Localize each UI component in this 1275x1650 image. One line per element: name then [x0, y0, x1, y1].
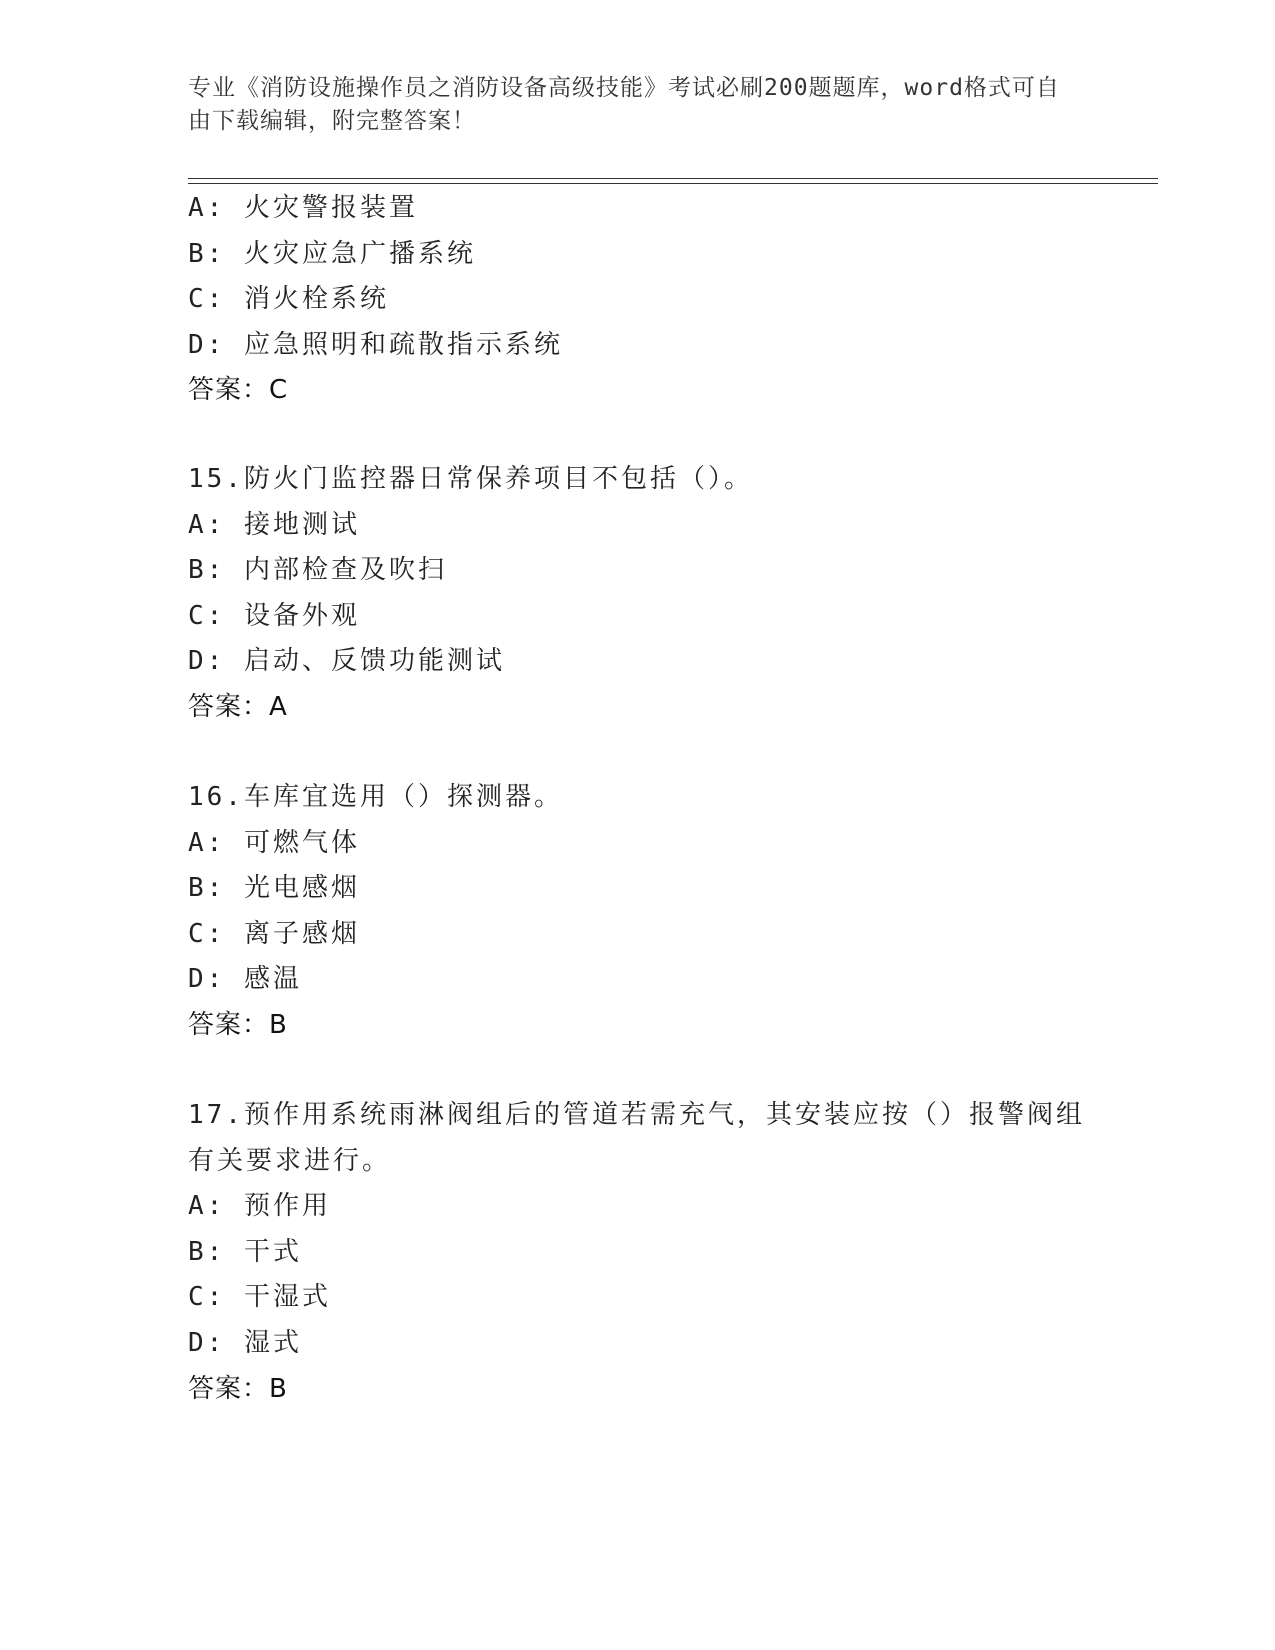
option-d: D: 感温 [188, 964, 302, 995]
answer: 答案：A [188, 691, 288, 722]
option-c: C: 干湿式 [188, 1282, 331, 1313]
option-a: A: 预作用 [188, 1191, 331, 1222]
option-d: D: 启动、反馈功能测试 [188, 646, 505, 677]
question-15 [188, 457, 1088, 731]
option-c: C: 消火栓系统 [188, 284, 389, 315]
question-stem: 16.车库宜选用（）探测器。 [188, 782, 563, 812]
header-divider-top [188, 178, 1158, 179]
answer: 答案：B [188, 1009, 288, 1040]
option-d: D: 湿式 [188, 1327, 302, 1358]
option-b: B: 光电感烟 [188, 873, 360, 904]
header-divider-bottom [188, 183, 1158, 184]
question-16 [188, 775, 1088, 1049]
option-b: B: 火灾应急广播系统 [188, 238, 476, 269]
answer: 答案：C [188, 375, 289, 406]
question-17 [188, 1093, 1088, 1412]
answer: 答案：B [188, 1373, 288, 1404]
option-a: A: 可燃气体 [188, 827, 360, 858]
question-stem-line-1: 17.预作用系统雨淋阀组后的管道若需充气，其安装应按（）报警阀组 [188, 1100, 1085, 1130]
question-stem: 15.防火门监控器日常保养项目不包括（）。 [188, 464, 753, 494]
option-d: D: 应急照明和疏散指示系统 [188, 329, 563, 360]
option-a: A: 火灾警报装置 [188, 193, 418, 223]
document-header: 专业《消防设施操作员之消防设备高级技能》考试必刷200题题库，word格式可自由下载编辑，附完整答案！ [188, 75, 1060, 134]
option-a: A: 接地测试 [188, 509, 360, 540]
question-stem-line-2: 有关要求进行。 [188, 1145, 392, 1176]
option-b: B: 内部检查及吹扫 [188, 555, 447, 586]
option-c: C: 设备外观 [188, 600, 360, 631]
option-b: B: 干式 [188, 1236, 302, 1267]
option-c: C: 离子感烟 [188, 918, 360, 949]
question-14-continued [188, 186, 1088, 414]
